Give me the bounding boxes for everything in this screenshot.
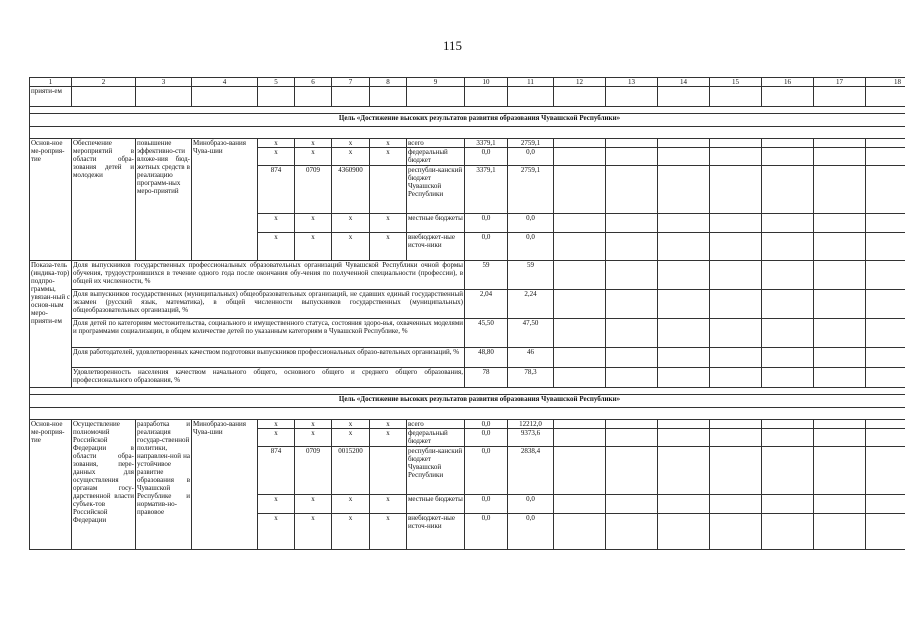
value: 12212,0 bbox=[508, 420, 554, 429]
col-num: 1 bbox=[30, 78, 72, 87]
csr: x bbox=[332, 233, 370, 261]
col-num: 17 bbox=[814, 78, 866, 87]
indicator-text: Доля детей по категориям местожительства, социального и имущественного статуса, состояния здоро-вья, охваченных моделями и программами социализации, в общем количестве детей по указанным категориям в Чувашской Республике, % bbox=[72, 319, 465, 348]
value: 0,0 bbox=[465, 214, 508, 233]
funding-source: внебюджет-ные источ-ники bbox=[407, 514, 465, 550]
value: 0,0 bbox=[508, 233, 554, 261]
goal-title: Цель «Достижение высоких результатов развития образования Чувашской Республики» bbox=[30, 114, 905, 127]
vr bbox=[370, 166, 407, 214]
indicator-value: 78,3 bbox=[508, 368, 554, 388]
col-num: 11 bbox=[508, 78, 554, 87]
vr bbox=[370, 447, 407, 495]
indicator-value: 47,50 bbox=[508, 319, 554, 348]
value: 0,0 bbox=[465, 495, 508, 514]
rzpr: x bbox=[295, 514, 332, 550]
table-row bbox=[30, 420, 905, 429]
value: 2838,4 bbox=[508, 447, 554, 495]
grbs: 874 bbox=[258, 447, 295, 495]
indicator-row bbox=[30, 261, 905, 290]
grbs: x bbox=[258, 148, 295, 166]
csr: 4360900 bbox=[332, 166, 370, 214]
grbs: x bbox=[258, 495, 295, 514]
value: 0,0 bbox=[465, 148, 508, 166]
funding-source: местные бюджеты bbox=[407, 495, 465, 514]
csr: x bbox=[332, 139, 370, 148]
vr: x bbox=[370, 420, 407, 429]
csr: x bbox=[332, 148, 370, 166]
funding-source: внебюджет-ные источ-ники bbox=[407, 233, 465, 261]
indicator-value: 59 bbox=[465, 261, 508, 290]
funding-source: республи-канский бюджет Чувашской Республики bbox=[407, 447, 465, 495]
block1-executor: Минобразо-вания Чува-шии bbox=[192, 139, 258, 261]
goal-title: Цель «Достижение высоких результатов развития образования Чувашской Республики» bbox=[30, 395, 905, 408]
vr: x bbox=[370, 233, 407, 261]
block2-name: Осуществление полномочий Российской Федерации в области обра-зования, пере-данных для осуществления органам госу-дарственной власти субъек-тов Российской Федерации bbox=[72, 420, 136, 550]
goal-row bbox=[30, 114, 905, 127]
value: 3379,1 bbox=[465, 166, 508, 214]
csr: 0015200 bbox=[332, 447, 370, 495]
block1-task: повышение эффективно-сти вложе-ния бюд-жетных средств в реализацию программ-ных меро-приятий bbox=[136, 139, 192, 261]
col-num: 15 bbox=[710, 78, 762, 87]
grbs: x bbox=[258, 214, 295, 233]
funding-source: местные бюджеты bbox=[407, 214, 465, 233]
grbs: 874 bbox=[258, 166, 295, 214]
goal-row bbox=[30, 395, 905, 408]
csr: x bbox=[332, 429, 370, 447]
funding-source: федеральный бюджет bbox=[407, 148, 465, 166]
block1-name: Обеспечение мероприятий в области обра-зования детей и молодежи bbox=[72, 139, 136, 261]
indicator-value: 46 bbox=[508, 348, 554, 368]
vr: x bbox=[370, 214, 407, 233]
value: 0,0 bbox=[508, 148, 554, 166]
funding-source: всего bbox=[407, 420, 465, 429]
indicator-value: 78 bbox=[465, 368, 508, 388]
funding-source: федеральный бюджет bbox=[407, 429, 465, 447]
col-num: 7 bbox=[332, 78, 370, 87]
grbs: x bbox=[258, 233, 295, 261]
rzpr: x bbox=[295, 233, 332, 261]
col-num: 2 bbox=[72, 78, 136, 87]
block2-task: разработка и реализация государ-ственной политики, направлен-ной на устойчивое развитие образования в Чувашской Республике и норматив-но-правовое bbox=[136, 420, 192, 550]
value: 0,0 bbox=[508, 495, 554, 514]
rzpr: x bbox=[295, 139, 332, 148]
grbs: x bbox=[258, 139, 295, 148]
col-num: 5 bbox=[258, 78, 295, 87]
rzpr: 0709 bbox=[295, 166, 332, 214]
value: 2759,1 bbox=[508, 166, 554, 214]
col-num: 4 bbox=[192, 78, 258, 87]
indicator-value: 48,80 bbox=[465, 348, 508, 368]
grbs: x bbox=[258, 514, 295, 550]
col-num: 8 bbox=[370, 78, 407, 87]
csr: x bbox=[332, 514, 370, 550]
vr: x bbox=[370, 429, 407, 447]
value: 0,0 bbox=[465, 420, 508, 429]
indicators-label: Показа-тель (индика-тор) подпро-граммы, увязан-ный с основ-ным меро-прияти-ем bbox=[30, 261, 72, 388]
vr: x bbox=[370, 139, 407, 148]
indicator-value: 45,50 bbox=[465, 319, 508, 348]
rzpr: x bbox=[295, 214, 332, 233]
col-num: 13 bbox=[606, 78, 658, 87]
grbs: x bbox=[258, 420, 295, 429]
col-num: 6 bbox=[295, 78, 332, 87]
rzpr: x bbox=[295, 495, 332, 514]
carry-over-row bbox=[30, 87, 905, 107]
col-num: 10 bbox=[465, 78, 508, 87]
csr: x bbox=[332, 495, 370, 514]
indicator-value: 2,04 bbox=[465, 290, 508, 319]
vr: x bbox=[370, 495, 407, 514]
col-num: 9 bbox=[407, 78, 465, 87]
value: 9373,6 bbox=[508, 429, 554, 447]
value: 0,0 bbox=[508, 214, 554, 233]
col-num: 14 bbox=[658, 78, 710, 87]
indicator-row bbox=[30, 290, 905, 319]
carry-over-label: прияти-ем bbox=[30, 87, 72, 107]
budget-table bbox=[29, 77, 905, 550]
table-row bbox=[30, 139, 905, 148]
value: 0,0 bbox=[465, 514, 508, 550]
rzpr: x bbox=[295, 420, 332, 429]
rzpr: x bbox=[295, 148, 332, 166]
page-number: 115 bbox=[442, 38, 463, 53]
indicator-row bbox=[30, 368, 905, 388]
column-number-row bbox=[30, 78, 905, 87]
csr: x bbox=[332, 420, 370, 429]
csr: x bbox=[332, 214, 370, 233]
vr: x bbox=[370, 514, 407, 550]
vr: x bbox=[370, 148, 407, 166]
funding-source: всего bbox=[407, 139, 465, 148]
rzpr: x bbox=[295, 429, 332, 447]
value: 0,0 bbox=[465, 233, 508, 261]
col-num: 16 bbox=[762, 78, 814, 87]
value: 0,0 bbox=[465, 447, 508, 495]
col-num: 3 bbox=[136, 78, 192, 87]
indicator-text: Доля работодателей, удовлетворенных качеством подготовки выпускников профессиональных образо-вательных организаций, % bbox=[72, 348, 465, 368]
block2-type: Основ-ное ме-роприя-тие bbox=[30, 420, 72, 550]
value: 3379,1 bbox=[465, 139, 508, 148]
block1-type: Основ-ное ме-роприя-тие bbox=[30, 139, 72, 261]
indicator-text: Доля выпускников государственных профессиональных образовательных организаций Чувашской Республики очной формы обучения, трудоустроившихся в течение одного года после окончания обу-чения по полученной специальности (профессии), в общей их численности, % bbox=[72, 261, 465, 290]
indicator-value: 59 bbox=[508, 261, 554, 290]
indicator-text: Удовлетворенность населения качеством начального общего, основного общего и среднего общего образования, профессионального образования, % bbox=[72, 368, 465, 388]
value: 0,0 bbox=[465, 429, 508, 447]
indicator-text: Доля выпускников государственных (муниципальных) общеобразовательных организаций, не сдавших единый государственный экзамен (русский язык, математика), в общей численности выпускников государственных (муниципальных) общеобразовательных организаций, % bbox=[72, 290, 465, 319]
indicator-value: 2,24 bbox=[508, 290, 554, 319]
col-num: 18 bbox=[866, 78, 905, 87]
block2-executor: Минобразо-вания Чува-шии bbox=[192, 420, 258, 550]
funding-source: республи-канский бюджет Чувашской Республики bbox=[407, 166, 465, 214]
rzpr: 0709 bbox=[295, 447, 332, 495]
value: 0,0 bbox=[508, 514, 554, 550]
col-num: 12 bbox=[554, 78, 606, 87]
grbs: x bbox=[258, 429, 295, 447]
indicator-row bbox=[30, 348, 905, 368]
indicator-row bbox=[30, 319, 905, 348]
value: 2759,1 bbox=[508, 139, 554, 148]
